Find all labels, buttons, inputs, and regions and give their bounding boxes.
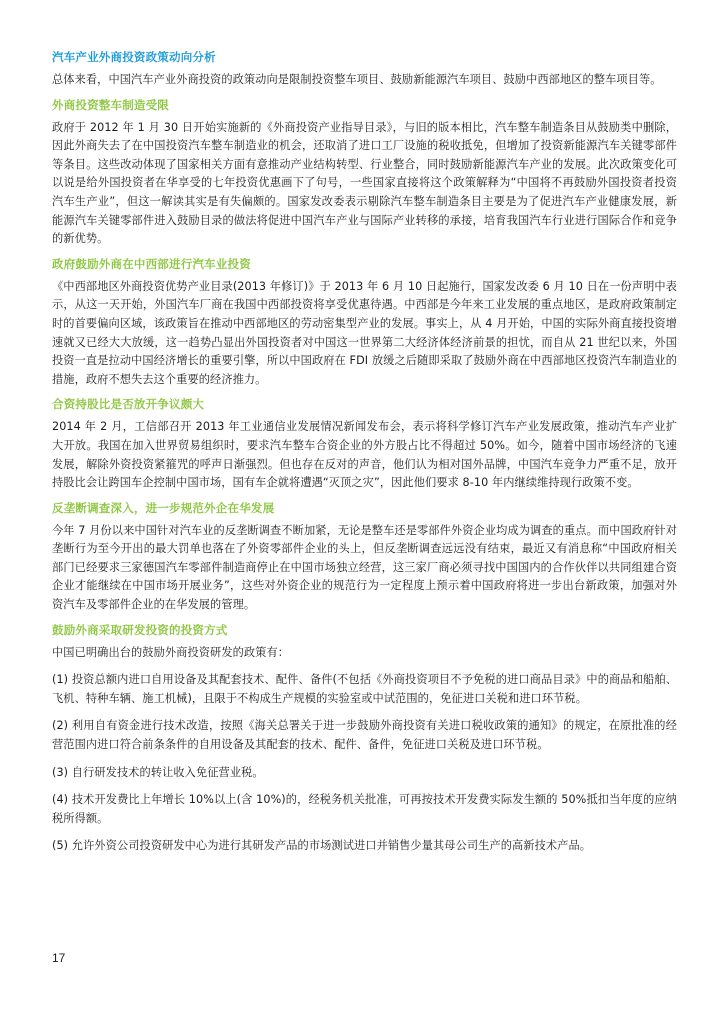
paragraph: 《中西部地区外商投资优势产业目录(2013 年修订)》于 2013 年 6 月 10 日起施行，国家发改委 6 月 10 日在一份声明中表示，从这一天开始，外国汽车厂商在我国中西部投资将享受优惠待遇。中西部是今年来工业发展的重点地区，是政府政策制定时的首要偏向区域，该政策旨在推动中西部地区的劳动密集型产业的发展。事实上，从 4 月开始，中国的实际外商直接投资增速就又已经大大放缓，这一趋势凸显出外国投资者对中国这一世界第二大经济体经济前景的担忧，而自从 21 世纪以来，外国投资一直是拉动中国经济增长的重要引擎，所以中国政府在 FDI 放缓之后随即采取了鼓励外商在中西部地区投资汽车制造业的措施，政府不想失去这个重要的经济推力。 [52, 279, 677, 386]
section-heading: 汽车产业外商投资政策动向分析 [52, 50, 216, 64]
section-heading: 合资持股比是否放开争议颇大 [52, 397, 205, 412]
document-page [52, 47, 677, 865]
section-heading: 反垄断调查深入，进一步规范外企在华发展 [52, 500, 275, 515]
paragraph: 今年 7 月份以来中国针对汽车业的反垄断调查不断加紧，无论是整车还是零部件外资企业均成为调查的重点。而中国政府针对垄断行为至今开出的最大罚单也落在了外资零部件企业的头上，但反垄断调查远远没有结束，最近又有消息称“中国政府相关部门已经要求三家德国汽车零部件制造商停止在中国市场独立经营，这三家厂商必须寻找中国国内的合作伙伴以共同组建合资企业才能继续在中国市场开展业务”，这些对外资企业的规范行为一定程度上预示着中国政府将进一步出台新政策，加强对外资汽车及零部件企业的在华发展的管理。 [52, 523, 677, 612]
list-item: (2) 利用自有资金进行技术改造，按照《海关总署关于进一步鼓励外商投资有关进口税收政策的通知》的规定，在原批准的经营范围内进口符合前条条件的自用设备及其配套的技术、配件、备件，免征进口关税及进口环节税。 [52, 719, 677, 752]
paragraph: 2014 年 2 月，工信部召开 2013 年工业通信业发展情况新闻发布会，表示将科学修订汽车产业发展政策，推动汽车产业扩大开放。我国在加入世界贸易组织时，要求汽车整车合资企业的外方股占比不得超过 50%。如今，随着中国市场经济的飞速发展，解除外资投资紧箍咒的呼声日渐强烈。但也存在反对的声音，他们认为相对国外品牌，中国汽车竞争力严重不足，放开持股比会让跨国车企控制中国市场，国有车企就将遭遇“灭顶之灾”，因此他们要求 8-10 年内继续维持现行政策不变。 [52, 420, 677, 490]
section-heading: 外商投资整车制造受限 [52, 97, 169, 112]
paragraph: 政府于 2012 年 1 月 30 日开始实施新的《外商投资产业指导目录》，与旧的版本相比，汽车整车制造条目从鼓励类中删除，因此外商失去了在中国投资汽车整车制造业的机会，还取消了进口工厂设施的税收抵免，但增加了投资新能源汽车关键零部件等条目。这些改动体现了国家相关方面有意推动产业结构转型、行业整合，同时鼓励新能源汽车产业的发展。此次政策变化可以说是给外国投资者在华享受的七年投资优惠画下了句号，一些国家直接将这个政策解释为“中国将不再鼓励外国投资者投资汽车生产业”，但这一解读其实是有失偏颇的。国家发改委表示剔除汽车整车制造条目主要是为了促进汽车产业健康发展，新能源汽车关键零部件进入鼓励目录的做法将促进中国汽车产业与国际产业转移的承接，培育我国汽车行业进行国际合作和竞争的新优势。 [52, 120, 677, 246]
list-item: (3) 自行研发技术的转让收入免征营业税。 [52, 765, 264, 779]
list-item: (5) 允许外资公司投资研发中心为进行其研发产品的市场测试进口并销售少量其母公司生产的高新技术产品。 [52, 839, 592, 853]
section-heading: 政府鼓励外商在中西部进行汽车业投资 [52, 256, 251, 271]
paragraph: 中国已明确出台的鼓励外商投资研发的政策有： [52, 645, 290, 659]
list-item: (4) 技术开发费比上年增长 10%以上(含 10%)的，经税务机关批准，可再按技术开发费实际发生额的 50%抵扣当年度的应纳税所得额。 [52, 793, 677, 825]
paragraph: 总体来看，中国汽车产业外商投资的政策动向是限制投资整车项目、鼓励新能源汽车项目、鼓励中西部地区的整车项目等。 [52, 73, 662, 86]
page-number: 17 [52, 951, 66, 965]
list-item: (1) 投资总额内进口自用设备及其配套技术、配件、备件(不包括《外商投资项目不予免税的进口商品目录》中的商品和船舶、飞机、特种车辆、施工机械)，且限于不构成生产规模的实验室或中试范围的，免征进口关税和进口环节税。 [52, 673, 677, 705]
section-heading: 鼓励外商采取研发投资的投资方式 [52, 622, 228, 637]
